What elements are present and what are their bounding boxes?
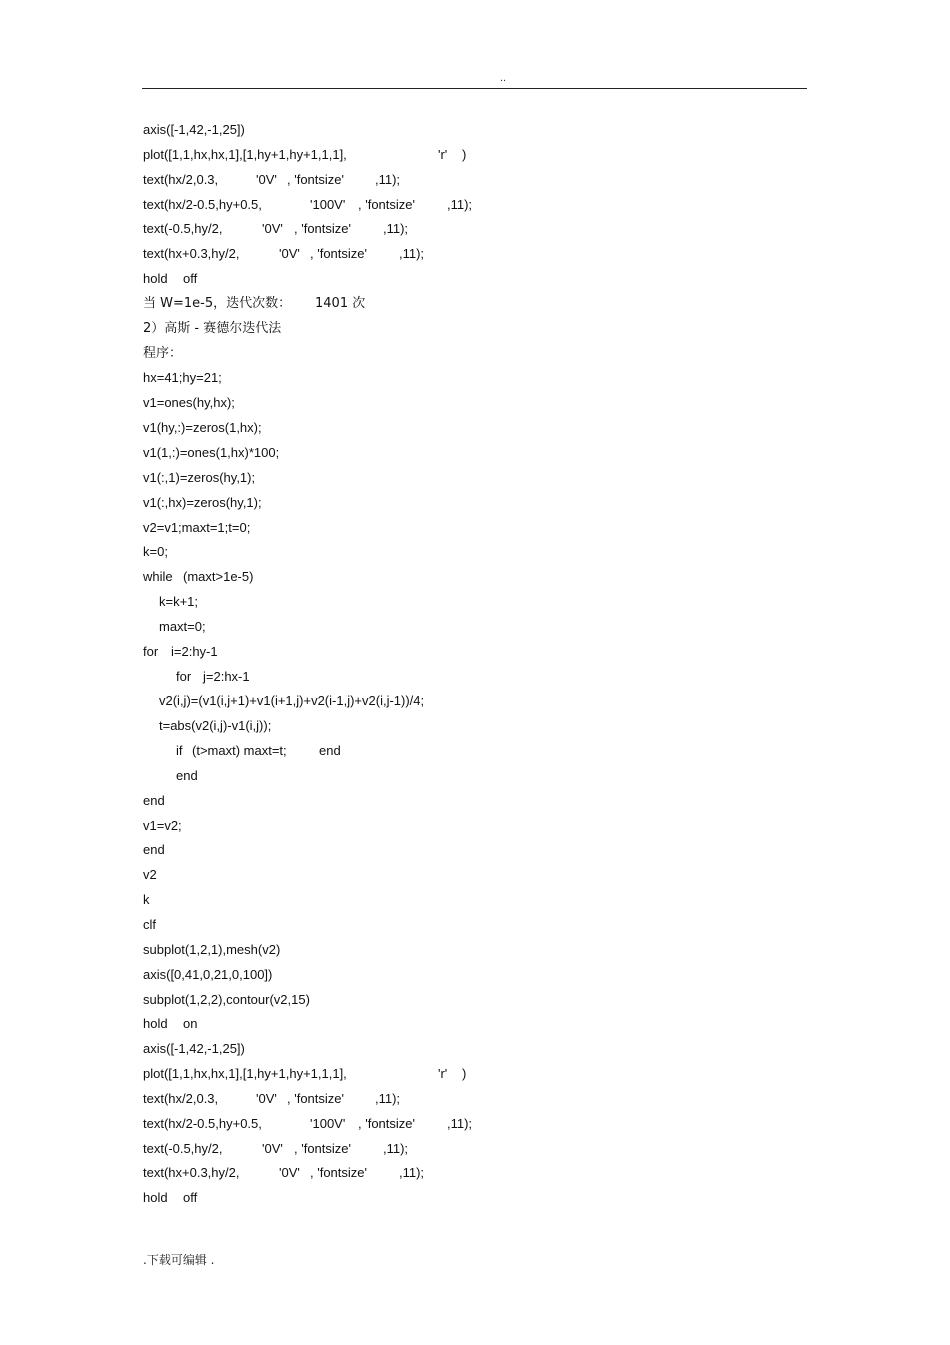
text-line	[143, 913, 783, 938]
header-rule	[142, 88, 807, 89]
text-segment: t=abs(v2(i,j)-v1(i,j));	[159, 718, 272, 734]
text-line	[143, 615, 783, 640]
text-segment: )	[462, 1066, 467, 1082]
text-line	[143, 441, 783, 466]
text-segment: v2(i,j)=(v1(i,j+1)+v1(i+1,j)+v2(i-1,j)+v2(i,j-1))/4;	[159, 693, 425, 709]
text-line	[143, 789, 783, 814]
text-segment: if	[176, 743, 183, 759]
text-segment: (maxt>1e-5)	[183, 569, 254, 585]
text-line	[143, 242, 783, 267]
text-segment: text(hx/2,0.3,	[143, 171, 219, 187]
text-segment: clf	[143, 917, 156, 932]
text-segment: k	[143, 892, 150, 908]
text-line	[143, 565, 783, 590]
text-segment: ,11);	[399, 246, 425, 262]
text-segment: '0V'	[262, 1140, 283, 1156]
text-line	[143, 714, 783, 739]
text-segment: end	[143, 842, 165, 858]
text-line	[143, 1161, 783, 1186]
text-segment: v2=v1;maxt=1;t=0;	[143, 519, 251, 535]
header-mark: ..	[500, 72, 507, 84]
text-line	[143, 838, 783, 863]
text-segment: subplot(1,2,1),mesh(v2)	[143, 941, 281, 957]
text-line	[143, 1062, 783, 1087]
text-line	[143, 267, 783, 292]
text-segment: hx=41;hy=21;	[143, 370, 222, 386]
text-segment: while	[143, 569, 173, 585]
text-segment: '0V'	[279, 246, 300, 262]
text-line	[143, 391, 783, 416]
text-line	[143, 640, 783, 665]
text-line	[143, 217, 783, 242]
text-line	[143, 689, 783, 714]
text-segment: j=2:hx-1	[203, 668, 250, 684]
text-segment: '0V'	[279, 1165, 300, 1181]
text-segment: , 'fontsize'	[358, 196, 415, 212]
text-line	[143, 491, 783, 516]
text-line	[143, 1137, 783, 1162]
text-segment: '0V'	[262, 221, 283, 237]
text-line	[143, 814, 783, 839]
text-segment: k=0;	[143, 544, 168, 560]
text-line	[143, 1087, 783, 1112]
text-segment: text(-0.5,hy/2,	[143, 221, 223, 237]
text-line	[143, 988, 783, 1013]
text-segment: 'r'	[438, 146, 448, 162]
text-segment: 2）高斯 - 赛德尔迭代法	[143, 320, 282, 336]
text-segment: hold	[143, 271, 168, 287]
text-segment: text(hx+0.3,hy/2,	[143, 1165, 240, 1181]
text-segment: ,11);	[375, 171, 401, 187]
text-segment: v1(:,hx)=zeros(hy,1);	[143, 494, 262, 510]
text-segment: , 'fontsize'	[287, 171, 344, 187]
text-line	[143, 118, 783, 143]
text-segment: off	[183, 1190, 198, 1206]
text-segment: end	[143, 792, 165, 808]
text-segment: hold	[143, 1190, 168, 1206]
text-line	[143, 739, 783, 764]
text-line	[143, 466, 783, 491]
text-line	[143, 168, 783, 193]
text-segment: for	[143, 643, 159, 659]
text-line	[143, 540, 783, 565]
text-segment: , 'fontsize'	[294, 1140, 351, 1156]
text-line	[143, 416, 783, 441]
text-segment: end	[176, 767, 198, 783]
text-segment: plot([1,1,hx,hx,1],[1,hy+1,hy+1,1,1],	[143, 1066, 347, 1082]
text-segment: ,11);	[447, 196, 473, 212]
text-line	[143, 317, 783, 342]
text-segment: , 'fontsize'	[310, 246, 367, 262]
text-segment: subplot(1,2,2),contour(v2,15)	[143, 991, 310, 1007]
text-segment: (t>maxt) maxt=t;	[192, 743, 287, 759]
text-line	[143, 888, 783, 913]
text-segment: , 'fontsize'	[287, 1090, 344, 1106]
text-segment: 1401 次	[315, 295, 366, 311]
text-line	[143, 938, 783, 963]
text-segment: off	[183, 271, 198, 287]
text-segment: v2	[143, 867, 157, 883]
text-segment: , 'fontsize'	[294, 221, 351, 237]
text-line	[143, 1012, 783, 1037]
text-line	[143, 292, 783, 317]
text-segment: end	[319, 743, 341, 759]
text-segment: v1(1,:)=ones(1,hx)*100;	[143, 444, 280, 460]
text-segment: v1=v2;	[143, 817, 182, 833]
text-segment: text(hx/2-0.5,hy+0.5,	[143, 196, 262, 212]
code-body	[143, 118, 783, 1211]
text-segment: , 'fontsize'	[310, 1165, 367, 1181]
text-line	[143, 193, 783, 218]
text-segment: ,11);	[383, 1140, 409, 1156]
footer-note: .下载可编辑 .	[143, 1253, 215, 1267]
text-segment: '100V'	[310, 196, 346, 212]
text-segment: axis([0,41,0,21,0,100])	[143, 966, 273, 982]
text-segment: )	[462, 146, 467, 162]
text-segment: '100V'	[310, 1115, 346, 1131]
text-segment: 'r'	[438, 1066, 448, 1082]
text-segment: v1=ones(hy,hx);	[143, 395, 235, 411]
text-segment: '0V'	[256, 1090, 277, 1106]
text-line	[143, 342, 783, 367]
text-segment: hold	[143, 1016, 168, 1032]
text-line	[143, 143, 783, 168]
text-segment: text(hx+0.3,hy/2,	[143, 246, 240, 262]
text-segment: '0V'	[256, 171, 277, 187]
text-segment: ,11);	[383, 221, 409, 237]
text-line	[143, 665, 783, 690]
text-segment: v1(:,1)=zeros(hy,1);	[143, 469, 256, 485]
text-segment: for	[176, 668, 192, 684]
text-segment: maxt=0;	[159, 618, 206, 634]
text-segment: i=2:hy-1	[171, 643, 218, 659]
text-segment: on	[183, 1016, 198, 1032]
text-segment: axis([-1,42,-1,25])	[143, 1041, 245, 1057]
text-segment: ,11);	[399, 1165, 425, 1181]
text-segment: text(hx/2-0.5,hy+0.5,	[143, 1115, 262, 1131]
text-line	[143, 764, 783, 789]
text-line	[143, 516, 783, 541]
text-segment: 当 W=1e-5，迭代次数：	[143, 295, 292, 311]
text-segment: text(-0.5,hy/2,	[143, 1140, 223, 1156]
text-segment: ,11);	[375, 1090, 401, 1106]
text-segment: axis([-1,42,-1,25])	[143, 122, 245, 137]
text-line	[143, 1037, 783, 1062]
text-segment: k=k+1;	[159, 594, 199, 610]
text-segment: v1(hy,:)=zeros(1,hx);	[143, 420, 262, 436]
text-line	[143, 1112, 783, 1137]
text-line	[143, 1186, 783, 1211]
text-segment: plot([1,1,hx,hx,1],[1,hy+1,hy+1,1,1],	[143, 146, 347, 162]
text-line	[143, 963, 783, 988]
text-segment: 程序：	[143, 345, 183, 361]
text-line	[143, 366, 783, 391]
text-line	[143, 863, 783, 888]
text-segment: text(hx/2,0.3,	[143, 1090, 219, 1106]
text-line	[143, 590, 783, 615]
text-segment: , 'fontsize'	[358, 1115, 415, 1131]
text-segment: ,11);	[447, 1115, 473, 1131]
